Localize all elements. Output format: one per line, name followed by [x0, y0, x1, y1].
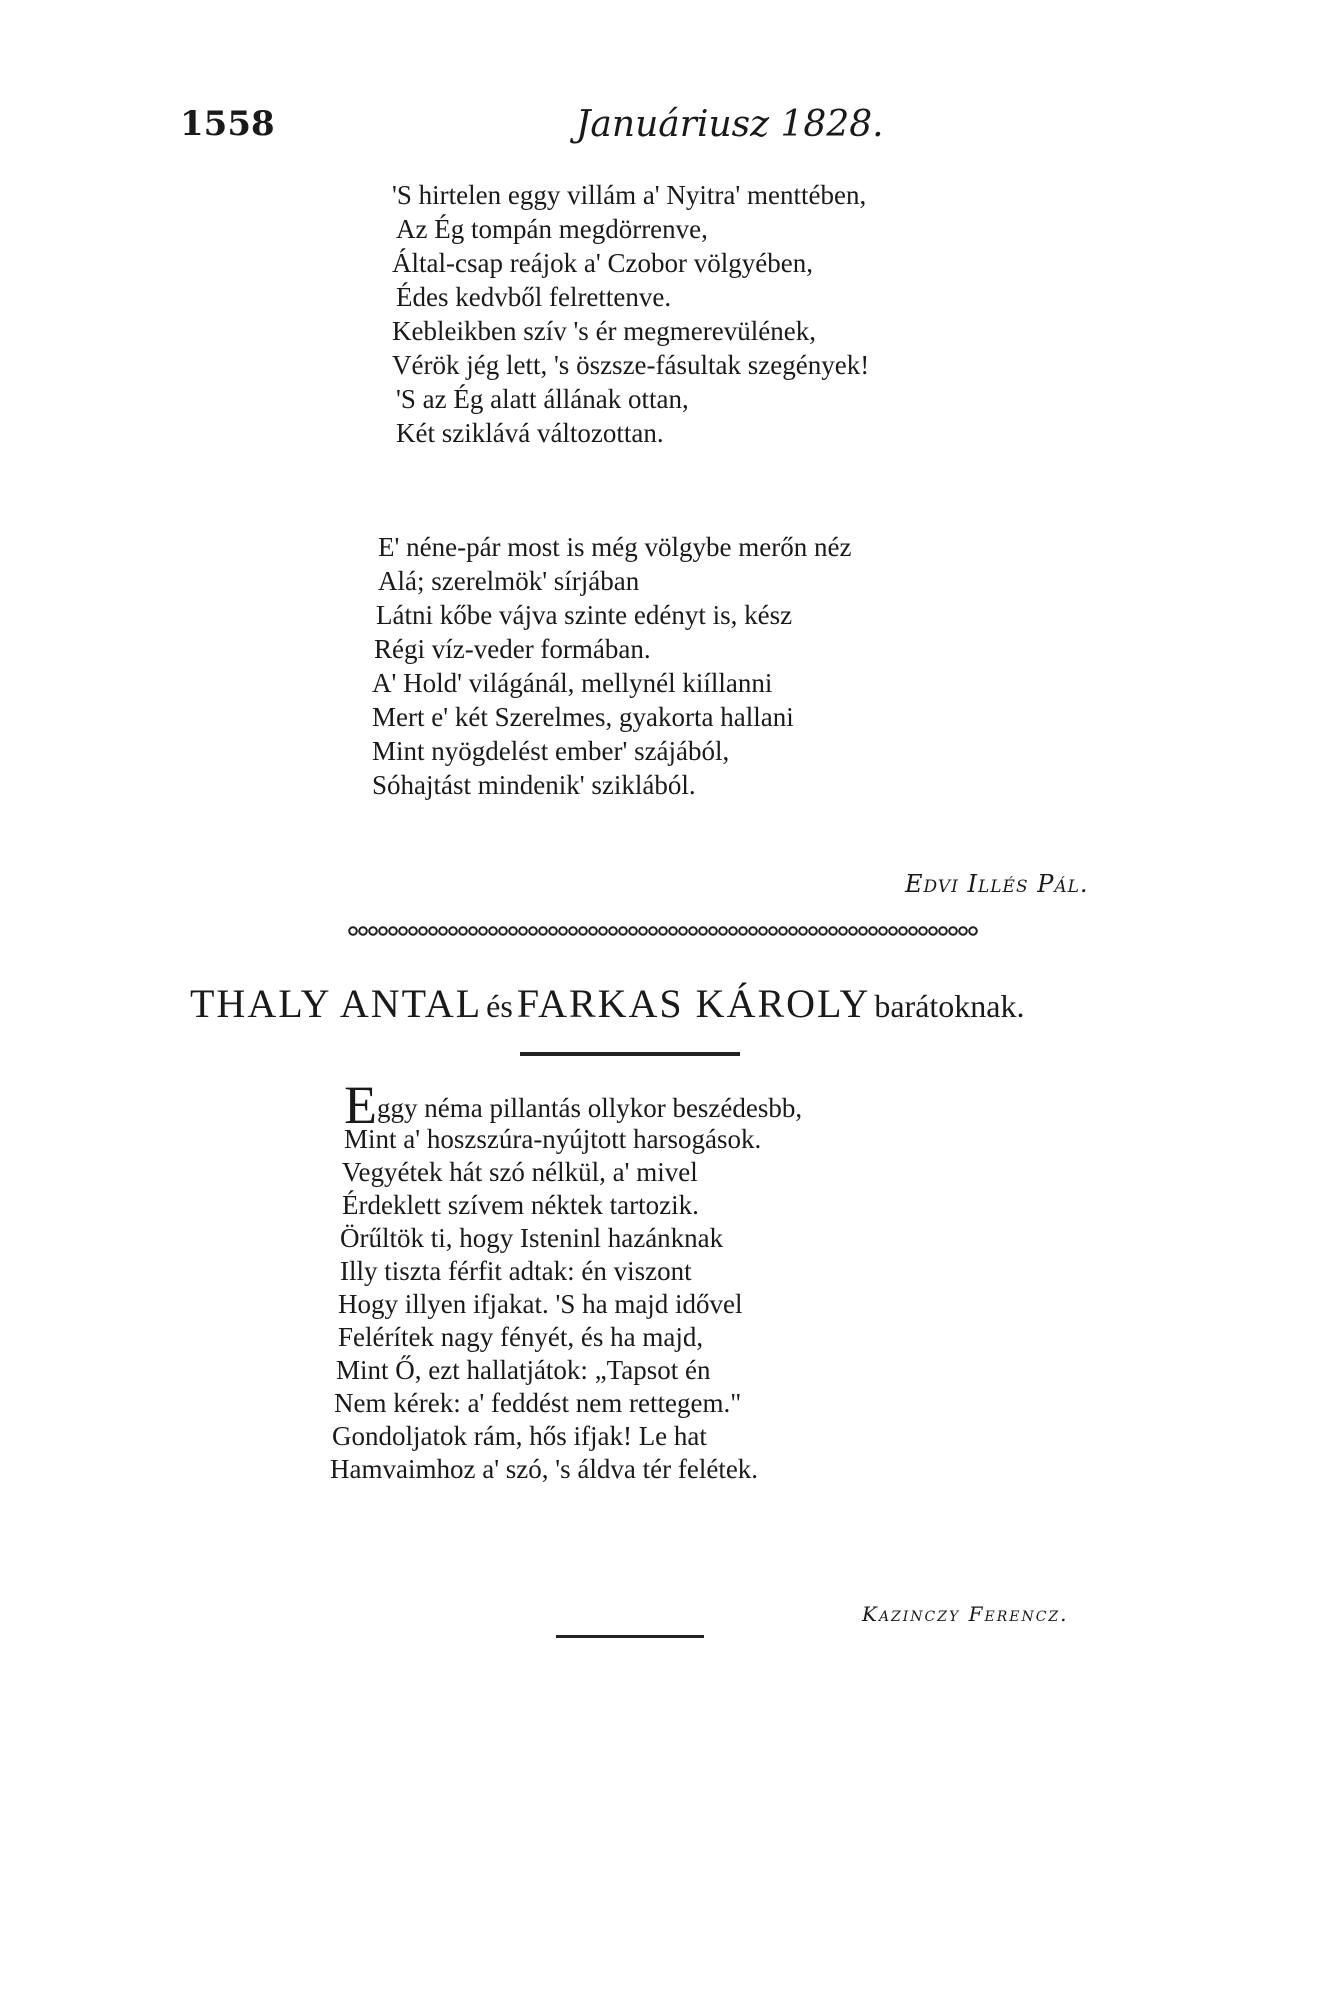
verse-line: Mint nyögdelést ember' szájából, — [372, 736, 730, 766]
title-and: és — [486, 988, 513, 1024]
poem1-stanza1 — [392, 178, 869, 450]
end-rule — [556, 1635, 704, 1638]
verse-line: Érdeklett szívem néktek tartozik. — [342, 1190, 699, 1220]
poem2-title — [190, 980, 1025, 1027]
verse-line: Vérök jég lett, 's öszsze-fásultak szegények! — [392, 350, 870, 380]
ornamental-divider — [348, 926, 978, 936]
title-name-1: THALY ANTAL — [190, 981, 483, 1026]
verse-line: Két sziklává változottan. — [396, 418, 664, 448]
verse-line: Az Ég tompán megdörrenve, — [396, 214, 708, 244]
verse-line: Illy tiszta férfit adtak: én viszont — [340, 1256, 692, 1286]
verse-line: 'S hirtelen eggy villám a' Nyitra' menttében, — [392, 180, 867, 210]
verse-line: A' Hold' világánál, mellynél kiíllanni — [372, 668, 773, 698]
verse-line: Gondoljatok rám, hős ifjak! Le hat — [332, 1421, 707, 1451]
poem2-body — [330, 1075, 803, 1486]
verse-line: 'S az Ég alatt állának ottan, — [396, 384, 689, 414]
verse-line: Örűltök ti, hogy Isteninl hazánknak — [340, 1223, 724, 1253]
verse-line: Hamvaimhoz a' szó, 's áldva tér felétek. — [330, 1454, 759, 1484]
page-number: 1558 — [180, 104, 275, 144]
verse-line: Sóhajtást mindenik' sziklából. — [372, 770, 696, 800]
verse-line: Édes kedvből felrettenve. — [396, 282, 672, 312]
title-rule — [520, 1052, 740, 1056]
verse-line: Régi víz-veder formában. — [374, 634, 651, 664]
verse-line: Vegyétek hát szó nélkül, a' mivel — [342, 1157, 698, 1187]
verse-line-first — [330, 1075, 803, 1135]
poem2-author: Kazinczy Ferencz. — [862, 1602, 1069, 1626]
verse-line: Mint a' hoszszúra-nyújtott harsogások. — [344, 1124, 762, 1154]
title-rest: barátoknak. — [874, 988, 1025, 1024]
title-name-2: FARKAS KÁROLY — [516, 981, 871, 1026]
verse-line: Hogy illyen ifjakat. 'S ha majd idővel — [338, 1289, 743, 1319]
verse-line: Látni kőbe vájva szinte edényt is, kész — [376, 600, 793, 630]
verse-line: Mert e' két Szerelmes, gyakorta hallani — [372, 702, 794, 732]
verse-line: Felérítek nagy fényét, és ha majd, — [338, 1322, 704, 1352]
verse-line: E' néne-pár most is még völgybe merőn néz — [378, 532, 852, 562]
page-header — [180, 104, 1180, 156]
verse-line: Nem kérek: a' feddést nem rettegem." — [334, 1388, 742, 1418]
running-head: Januáriusz 1828. — [576, 104, 884, 145]
verse-line: Által-csap reájok a' Czobor völgyében, — [392, 248, 813, 278]
initial-letter: E — [344, 1075, 377, 1135]
verse-line: Alá; szerelmök' sírjában — [378, 566, 640, 596]
poem1-stanza2 — [372, 530, 851, 802]
poem1-author: Edvi Illés Pál. — [905, 870, 1089, 898]
first-line-text: ggy néma pillantás ollykor beszédesbb, — [377, 1093, 803, 1123]
verse-line: Kebleikben szív 's ér megmerevülének, — [392, 316, 816, 346]
verse-line: Mint Ő, ezt hallatjátok: „Tapsot én — [336, 1355, 711, 1385]
